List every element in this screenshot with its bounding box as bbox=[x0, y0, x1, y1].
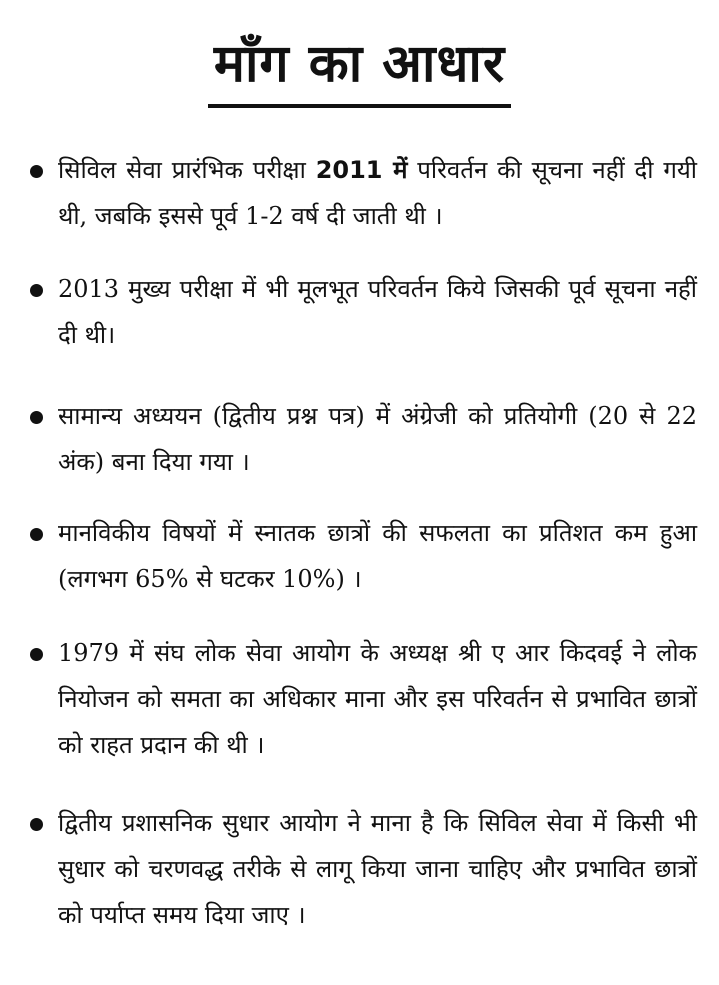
bullet-text-bold: 2011 में bbox=[315, 156, 408, 184]
bullet-item bbox=[0, 393, 719, 485]
bullet-text-post: परिवर्तन की सूचना नहीं दी गयी थी, जबकि इससे पूर्व 1-2 वर्ष दी जाती थी । bbox=[58, 156, 697, 230]
bullet-text: मानविकीय विषयों में स्नातक छात्रों की सफलता का प्रतिशत कम हुआ (लगभग 65% से घटकर 10%) । bbox=[58, 519, 697, 593]
bullet-item bbox=[0, 266, 719, 358]
bullet-item bbox=[0, 800, 719, 938]
bullet-text: सामान्य अध्ययन (द्वितीय प्रश्न पत्र) में अंग्रेजी को प्रतियोगी (20 से 22 अंक) बना दिया गया । bbox=[58, 402, 697, 476]
bullet-dot-icon bbox=[30, 284, 43, 297]
title-container bbox=[0, 28, 719, 108]
bullet-dot-icon bbox=[30, 165, 43, 178]
bullet-dot-icon bbox=[30, 648, 43, 661]
bullet-text-pre: सिविल सेवा प्रारंभिक परीक्षा bbox=[58, 156, 316, 184]
bullet-item bbox=[0, 630, 719, 768]
bullet-item bbox=[0, 147, 719, 239]
bullet-text: 1979 में संघ लोक सेवा आयोग के अध्यक्ष श्री ए आर किदवई ने लोक नियोजन को समता का अधिकार माना और इस परिवर्तन से प्रभावित छात्रों को राहत प्रदान की थी । bbox=[58, 639, 697, 759]
bullet-dot-icon bbox=[30, 818, 43, 831]
bullet-dot-icon bbox=[30, 411, 43, 424]
bullet-text: द्वितीय प्रशासनिक सुधार आयोग ने माना है कि सिविल सेवा में किसी भी सुधार को चरणवद्ध तरीके से लागू किया जाना चाहिए और प्रभावित छात्रों को पर्याप्त समय दिया जाए । bbox=[58, 809, 697, 929]
page-title: माँग का आधार bbox=[208, 28, 511, 108]
bullet-dot-icon bbox=[30, 528, 43, 541]
bullet-text: 2013 मुख्य परीक्षा में भी मूलभूत परिवर्तन किये जिसकी पूर्व सूचना नहीं दी थी। bbox=[58, 275, 697, 349]
bullet-item bbox=[0, 510, 719, 602]
